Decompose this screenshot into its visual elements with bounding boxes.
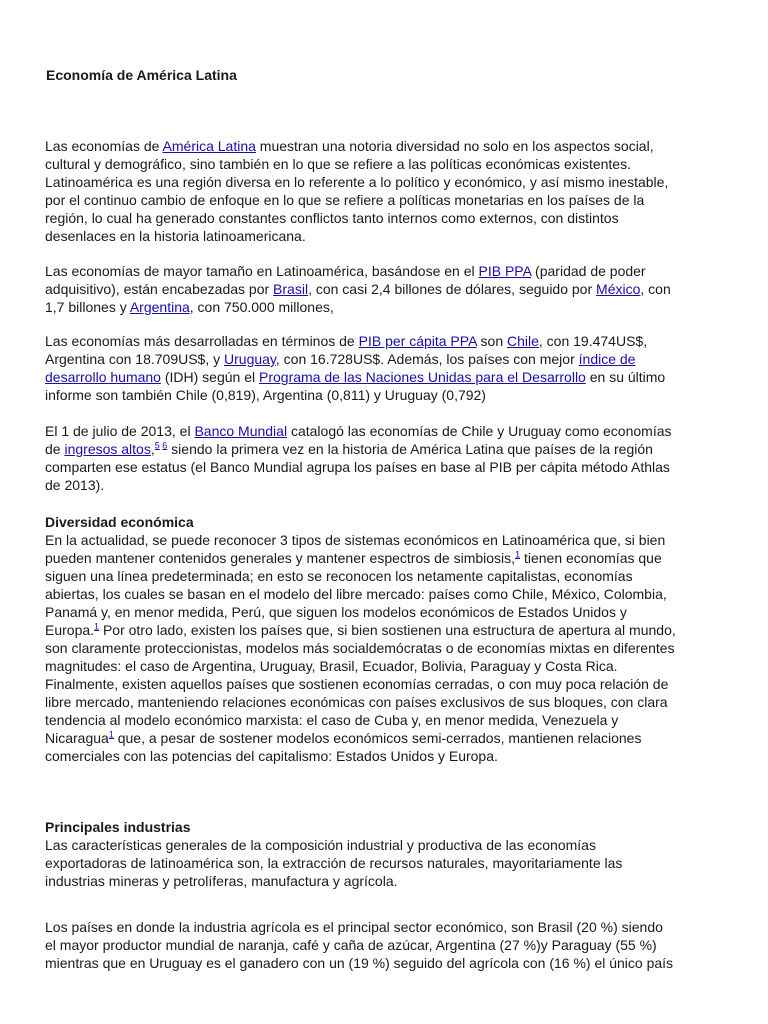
- text-line: Panamá y, en menor medida, Perú, que siguen los modelos económicos de Estados Unidos y: [45, 604, 627, 620]
- text-line: tendencia al modelo económico marxista: el caso de Cuba y, en menor medida, Venezuela y: [45, 712, 619, 728]
- page-title: Economía de América Latina: [46, 67, 237, 83]
- link-pnud[interactable]: Programa de las Naciones Unidas para el Desarrollo: [259, 369, 586, 385]
- text-line: comerciales con las potencias del capitalismo: Estados Unidos y Europa.: [45, 748, 498, 764]
- text-line: libre mercado, manteniendo relaciones económicas con países exclusivos de sus bloques, con clara: [45, 694, 668, 710]
- diversity-section: [45, 513, 725, 765]
- text-line: desenlaces en la historia latinoamericana.: [45, 228, 306, 244]
- citation-1[interactable]: 1: [108, 729, 114, 740]
- citation-6[interactable]: 6: [162, 440, 168, 451]
- text-line: Argentina con 18.709US$, y Uruguay, con 16.728US$. Además, los países con mejor índice de: [45, 351, 636, 367]
- text-line: pueden mantener contenidos generales y mantener espectros de simbiosis,$^1$ tienen economías que: [45, 549, 662, 566]
- text-line: siguen una línea predeterminada; en esto se reconocen los netamente capitalistas, economías: [45, 568, 633, 584]
- text-line: de 2013).: [45, 477, 105, 493]
- link-ingresos-altos[interactable]: ingresos altos: [64, 441, 151, 457]
- link-pib-per-capita-ppa[interactable]: PIB per cápita PPA: [358, 333, 477, 349]
- text-line: abiertas, los cuales se basan en el modelo del libre mercado: países como Chile, México, Colombia,: [45, 586, 667, 602]
- link-pib-ppa[interactable]: PIB PPA: [478, 263, 532, 279]
- text-line: Las características generales de la composición industrial y productiva de las economías: [45, 837, 596, 853]
- text-line: industrias mineras y petrolíferas, manufactura y agrícola.: [45, 873, 398, 889]
- text-line: mientras que en Uruguay es el ganadero con un (19 %) seguido del agrícola con (16 %) el único país: [45, 955, 674, 971]
- section-heading: Principales industrias: [45, 819, 191, 835]
- link-brasil[interactable]: Brasil: [273, 281, 309, 297]
- link-indice-desarrollo-humano[interactable]: índice de: [578, 351, 636, 367]
- link-mexico[interactable]: México: [596, 281, 641, 297]
- link-america-latina[interactable]: América Latina: [162, 138, 256, 154]
- link-chile[interactable]: Chile: [507, 333, 539, 349]
- text-line: Las economías de América Latina muestran una notoria diversidad no solo en los aspectos social,: [45, 138, 654, 154]
- citation-5[interactable]: 5: [154, 440, 160, 451]
- text-line: Finalmente, existen aquellos países que sostienen economías cerradas, o con muy poca relación de: [45, 676, 669, 692]
- largest-economies-paragraph: [45, 262, 725, 316]
- text-line: El 1 de julio de 2013, el Banco Mundial catalogó las economías de Chile y Uruguay como economías: [45, 423, 672, 439]
- text-line: son claramente proteccionistas, modelos más socialdemócratas o de economías mixtas en diferentes: [45, 640, 675, 656]
- text-line: Nicaragua$^1$ que, a pesar de sostener modelos económicos semi-cerrados, mantienen relaciones: [45, 729, 642, 746]
- citation-1[interactable]: 1: [94, 621, 100, 632]
- text-line: Los países en donde la industria agrícola es el principal sector económico, son Brasil (20 %) siendo: [45, 919, 663, 935]
- developed-economies-paragraph: [45, 332, 725, 404]
- text-line: Europa.$^1$ Por otro lado, existen los países que, si bien sostienen una estructura de apertura al mundo,: [45, 621, 676, 638]
- text-line: región, lo cual ha generado constantes conflictos tanto internos como externos, con distintos: [45, 210, 619, 226]
- text-line: el mayor productor mundial de naranja, café y caña de azúcar, Argentina (27 %)y Paraguay (55 %): [45, 937, 657, 953]
- text-line: En la actualidad, se puede reconocer 3 tipos de sistemas económicos en Latinoamérica que, si bien: [45, 532, 666, 548]
- industries-section: [45, 818, 725, 890]
- text-line: 1,7 billones y Argentina, con 750.000 millones,: [45, 299, 334, 315]
- text-line: informe son también Chile (0,819), Argentina (0,811) y Uruguay (0,792): [45, 387, 486, 403]
- text-line: cultural y demográfico, sino también en lo que se refiere a las políticas económicas existentes.: [45, 156, 631, 172]
- agriculture-paragraph: [45, 918, 725, 972]
- text-line: Las economías más desarrolladas en términos de PIB per cápita PPA son Chile, con 19.474US$,: [45, 333, 648, 349]
- text-line: Las economías de mayor tamaño en Latinoamérica, basándose en el PIB PPA (paridad de poder: [45, 263, 646, 279]
- text-line: Latinoamérica es una región diversa en lo referente a lo político y económico, y así mismo inestable,: [45, 174, 669, 190]
- text-line: por el continuo cambio de enfoque en lo que se refiere a políticas monetarias en los países de la: [45, 192, 645, 208]
- text-line: comparten ese estatus (el Banco Mundial agrupa los países en base al PIB per cápita método Athlas: [45, 459, 670, 475]
- text-line: exportadoras de latinoamérica son, la extracción de recursos naturales, mayoritariamente las: [45, 855, 623, 871]
- link-desarrollo-humano[interactable]: desarrollo humano: [45, 369, 161, 385]
- citation-1[interactable]: 1: [515, 549, 521, 560]
- text-line: de ingresos altos,$^{5 6}$ siendo la primera vez en la historia de América Latina que países de la región: [45, 440, 653, 457]
- section-heading: Diversidad económica: [45, 514, 194, 530]
- link-banco-mundial[interactable]: Banco Mundial: [194, 423, 288, 439]
- text-line: magnitudes: el caso de Argentina, Uruguay, Brasil, Ecuador, Bolivia, Paraguay y Costa Rica.: [45, 658, 618, 674]
- text-line: adquisitivo), están encabezadas por Brasil, con casi 2,4 billones de dólares, seguido por México, con: [45, 281, 671, 297]
- intro-paragraph: [45, 137, 725, 245]
- link-uruguay[interactable]: Uruguay: [224, 351, 276, 367]
- world-bank-paragraph: [45, 422, 725, 494]
- link-argentina[interactable]: Argentina: [129, 299, 190, 315]
- text-line: desarrollo humano (IDH) según el Programa de las Naciones Unidas para el Desarrollo en su último: [45, 369, 666, 385]
